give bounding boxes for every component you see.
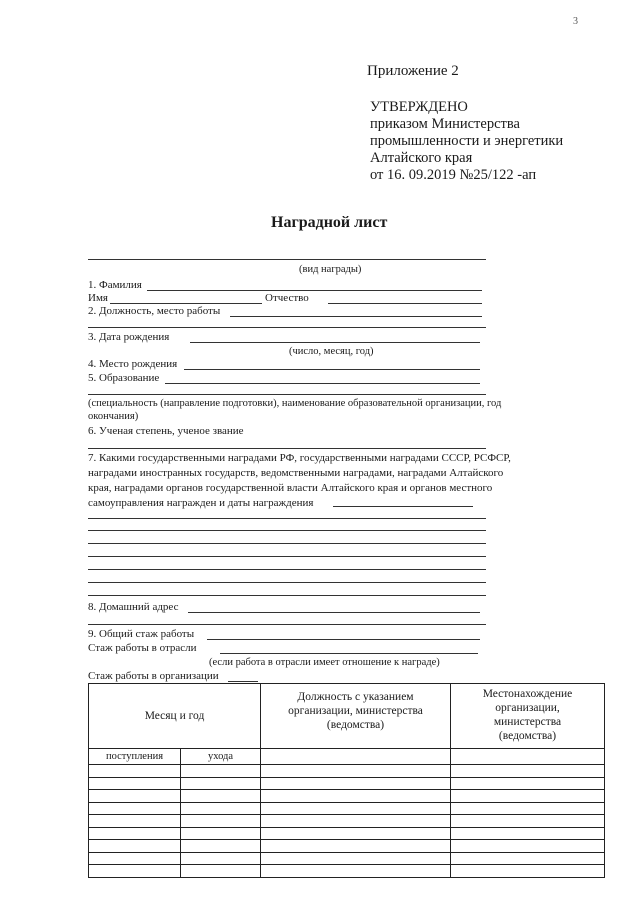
table-cell[interactable] bbox=[261, 777, 451, 790]
awards-field[interactable] bbox=[333, 506, 473, 507]
table-cell[interactable] bbox=[181, 852, 261, 865]
table-cell[interactable] bbox=[261, 815, 451, 828]
address-field-2[interactable] bbox=[88, 624, 486, 625]
table-cell[interactable] bbox=[261, 802, 451, 815]
education-field[interactable] bbox=[165, 383, 480, 384]
award-type-line[interactable] bbox=[88, 259, 486, 260]
table-cell[interactable] bbox=[89, 777, 181, 790]
awards-field-8[interactable] bbox=[88, 595, 486, 596]
total-experience-field[interactable] bbox=[207, 639, 480, 640]
table-row[interactable] bbox=[89, 765, 605, 778]
approval-block bbox=[370, 99, 563, 184]
industry-experience-label: Стаж работы в отрасли bbox=[88, 642, 197, 654]
start-subheader: поступления bbox=[89, 749, 181, 765]
table-cell[interactable] bbox=[89, 815, 181, 828]
awards-field-2[interactable] bbox=[88, 518, 486, 519]
awards-line-4: самоуправления награжден и даты награждения bbox=[88, 497, 314, 509]
awards-line-3: края, наградами органов государственной власти Алтайского края и органов местного bbox=[88, 482, 493, 494]
table-subheader-row bbox=[89, 749, 605, 765]
education-label: 5. Образование bbox=[88, 372, 160, 384]
document-title: Наградной лист bbox=[271, 214, 388, 231]
education-caption-1: (специальность (направление подготовки), наименование образовательной организации, год bbox=[88, 398, 502, 409]
position-field-2[interactable] bbox=[88, 327, 486, 328]
degree-label: 6. Ученая степень, ученое звание bbox=[88, 425, 244, 437]
position-header-line-2: организации, министерства bbox=[288, 705, 423, 717]
name-field[interactable] bbox=[110, 303, 262, 304]
industry-experience-field[interactable] bbox=[220, 653, 478, 654]
table-cell[interactable] bbox=[451, 840, 605, 853]
table-cell[interactable] bbox=[451, 777, 605, 790]
awards-line-1: 7. Какими государственными наградами РФ, государственными наградами СССР, РСФСР, bbox=[88, 452, 511, 464]
table-cell[interactable] bbox=[181, 815, 261, 828]
name-label: Имя bbox=[88, 292, 108, 304]
awards-field-3[interactable] bbox=[88, 530, 486, 531]
table-cell[interactable] bbox=[181, 802, 261, 815]
table-row[interactable] bbox=[89, 815, 605, 828]
org-experience-label: Стаж работы в организации bbox=[88, 670, 219, 682]
table-cell[interactable] bbox=[451, 827, 605, 840]
table-cell[interactable] bbox=[451, 852, 605, 865]
position-field[interactable] bbox=[230, 316, 482, 317]
location-header-line-2: организации, bbox=[495, 702, 560, 714]
approval-line-3: Алтайского края bbox=[370, 150, 473, 166]
page-number: 3 bbox=[573, 16, 578, 27]
table-cell[interactable] bbox=[451, 790, 605, 803]
month-year-header-text: Месяц и год bbox=[144, 710, 205, 722]
table-cell[interactable] bbox=[451, 815, 605, 828]
approval-line-2: промышленности и энергетики bbox=[370, 133, 564, 149]
awards-field-5[interactable] bbox=[88, 556, 486, 557]
birth-date-label: 3. Дата рождения bbox=[88, 331, 170, 343]
awards-question bbox=[88, 451, 566, 511]
table-cell[interactable] bbox=[261, 827, 451, 840]
table-cell[interactable] bbox=[89, 840, 181, 853]
table-row[interactable] bbox=[89, 840, 605, 853]
location-header-line-4: (ведомства) bbox=[498, 730, 557, 742]
table-cell[interactable] bbox=[181, 840, 261, 853]
location-header-line-3: министерства bbox=[493, 716, 562, 728]
location-header bbox=[451, 684, 605, 749]
table-cell[interactable] bbox=[181, 777, 261, 790]
table-cell[interactable] bbox=[181, 827, 261, 840]
empty-cell bbox=[451, 749, 605, 765]
education-field-2[interactable] bbox=[88, 394, 486, 395]
degree-field[interactable] bbox=[88, 448, 486, 449]
table-cell[interactable] bbox=[261, 765, 451, 778]
address-label: 8. Домашний адрес bbox=[88, 601, 179, 613]
awards-field-7[interactable] bbox=[88, 582, 486, 583]
appendix-label: Приложение 2 bbox=[367, 63, 459, 79]
table-cell[interactable] bbox=[181, 790, 261, 803]
end-subheader: ухода bbox=[181, 749, 261, 765]
table-row[interactable] bbox=[89, 790, 605, 803]
table-cell[interactable] bbox=[89, 865, 181, 878]
table-cell[interactable] bbox=[89, 790, 181, 803]
table-row[interactable] bbox=[89, 852, 605, 865]
org-experience-field[interactable] bbox=[228, 681, 258, 682]
surname-field[interactable] bbox=[147, 290, 482, 291]
table-row[interactable] bbox=[89, 802, 605, 815]
birth-place-label: 4. Место рождения bbox=[88, 358, 178, 370]
position-header-line-1: Должность с указанием bbox=[297, 691, 414, 703]
table-cell[interactable] bbox=[89, 765, 181, 778]
approval-heading: УТВЕРЖДЕНО bbox=[370, 99, 468, 115]
awards-line-2: наградами иностранных государств, ведомственными наградами, наградами Алтайского bbox=[88, 467, 504, 479]
table-cell[interactable] bbox=[451, 865, 605, 878]
birth-date-field[interactable] bbox=[190, 342, 480, 343]
table-row[interactable] bbox=[89, 865, 605, 878]
education-caption-2: окончания) bbox=[88, 411, 139, 422]
birth-date-caption: (число, месяц, год) bbox=[289, 346, 374, 357]
total-experience-label: 9. Общий стаж работы bbox=[88, 628, 195, 640]
table-row[interactable] bbox=[89, 827, 605, 840]
position-header-line-3: (ведомства) bbox=[326, 719, 385, 731]
position-label: 2. Должность, место работы bbox=[88, 305, 221, 317]
table-cell[interactable] bbox=[89, 852, 181, 865]
location-header-line-1: Местонахождение bbox=[482, 688, 573, 700]
table-cell[interactable] bbox=[89, 802, 181, 815]
table-cell[interactable] bbox=[181, 765, 261, 778]
table-cell[interactable] bbox=[181, 865, 261, 878]
birth-place-field[interactable] bbox=[184, 369, 480, 370]
table-cell[interactable] bbox=[451, 802, 605, 815]
awards-field-6[interactable] bbox=[88, 569, 486, 570]
approval-line-4: от 16. 09.2019 №25/122 -ап bbox=[370, 167, 537, 183]
patronymic-label: Отчество bbox=[265, 292, 309, 304]
table-cell[interactable] bbox=[261, 865, 451, 878]
table-cell[interactable] bbox=[89, 827, 181, 840]
table-cell[interactable] bbox=[261, 790, 451, 803]
empty-cell bbox=[261, 749, 451, 765]
address-field[interactable] bbox=[188, 612, 480, 613]
award-type-caption: (вид награды) bbox=[299, 264, 362, 275]
awards-field-4[interactable] bbox=[88, 543, 486, 544]
approval-line-1: приказом Министерства bbox=[370, 116, 520, 132]
surname-label: 1. Фамилия bbox=[88, 279, 142, 291]
month-year-header bbox=[89, 684, 261, 749]
table-cell[interactable] bbox=[261, 852, 451, 865]
table-cell[interactable] bbox=[451, 765, 605, 778]
experience-table bbox=[88, 683, 605, 878]
patronymic-field[interactable] bbox=[328, 303, 482, 304]
table-row[interactable] bbox=[89, 777, 605, 790]
table-cell[interactable] bbox=[261, 840, 451, 853]
industry-caption: (если работа в отрасли имеет отношение к награде) bbox=[209, 657, 440, 668]
position-header bbox=[261, 684, 451, 749]
